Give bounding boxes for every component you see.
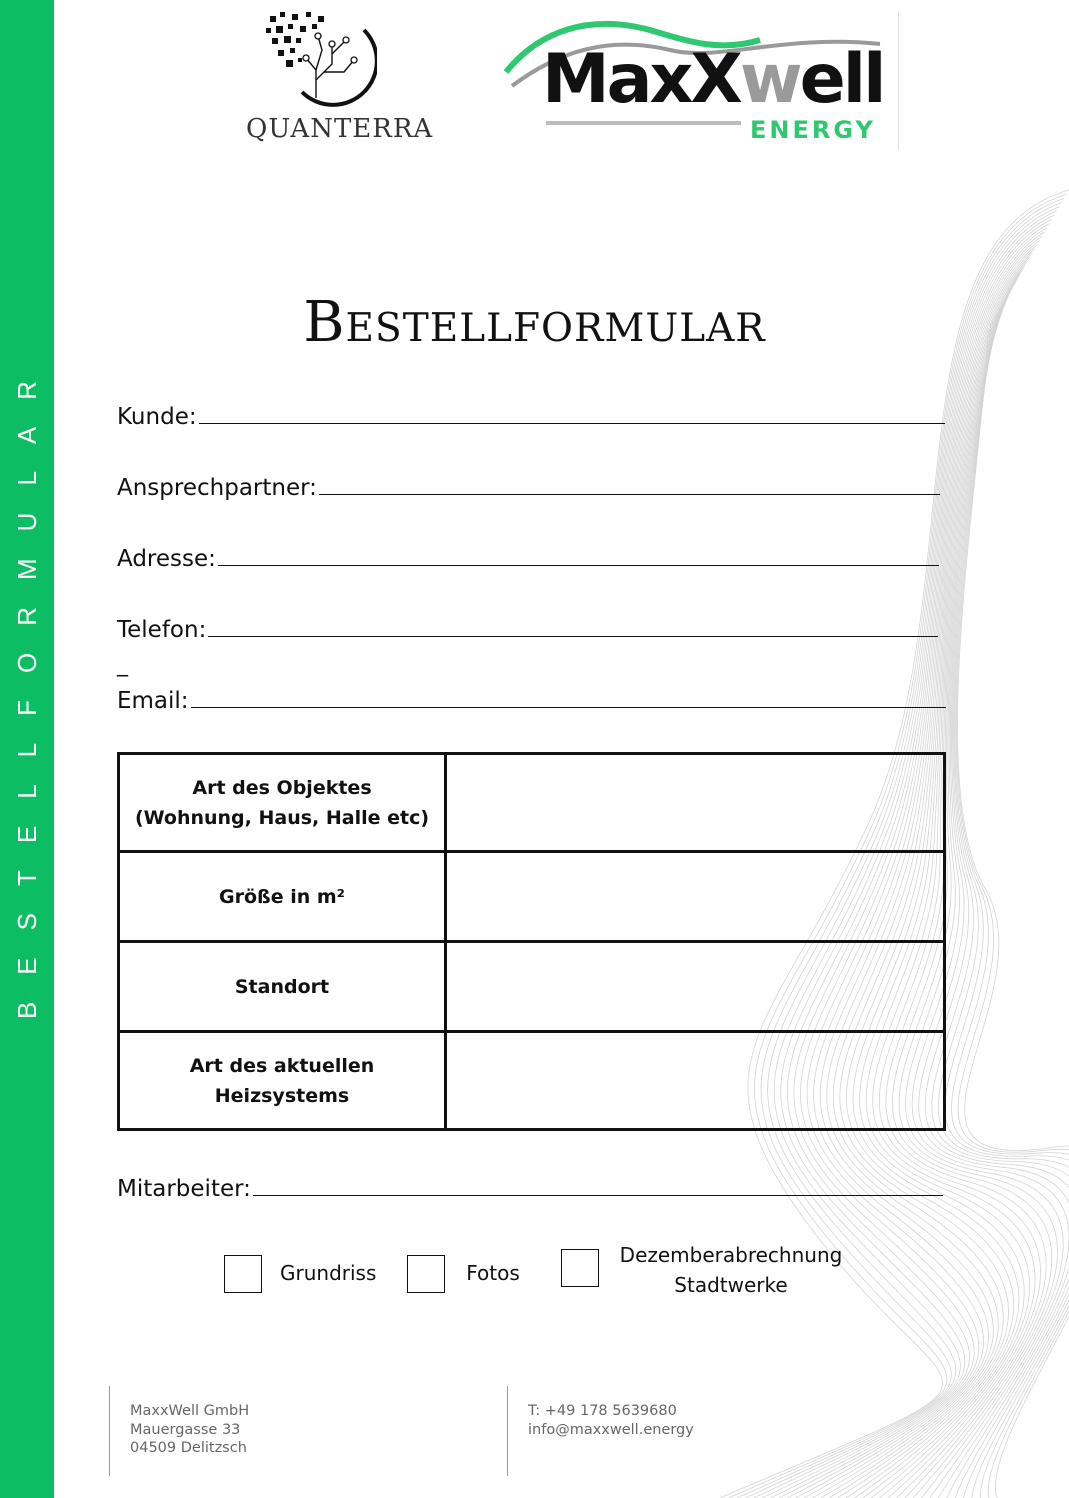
wave-line	[945, 316, 1069, 1498]
wave-line	[957, 329, 1069, 1498]
ansprechpartner-label: Ansprechpartner:	[117, 475, 317, 501]
dezemberabrechnung-checkbox[interactable]	[561, 1249, 599, 1287]
table-row	[119, 852, 945, 942]
telefon-label: Telefon:	[117, 617, 207, 643]
stray-underscore: _	[117, 652, 128, 677]
kunde-label: Kunde:	[117, 404, 197, 430]
table-row	[119, 754, 945, 852]
logo-rule	[546, 121, 741, 125]
objekt-art-value-cell[interactable]	[446, 754, 945, 852]
grundriss-label: Grundriss	[280, 1261, 377, 1285]
page-title: Bestellformular	[303, 290, 766, 355]
object-info-table	[117, 752, 946, 1131]
fotos-label: Fotos	[466, 1261, 520, 1285]
table-label-cell	[119, 754, 446, 852]
wave-line	[925, 303, 1069, 1498]
quanterra-wordmark: QUANTERRA	[246, 114, 434, 144]
mitarbeiter-label: Mitarbeiter:	[117, 1176, 251, 1202]
grundriss-checkbox[interactable]	[224, 1255, 262, 1293]
kunde-line[interactable]	[199, 423, 945, 424]
footer-email[interactable]: info@maxxwell.energy	[528, 1421, 694, 1438]
attachment-checkboxes	[0, 1240, 1069, 1300]
maxxwell-logo	[500, 10, 900, 155]
wave-line	[938, 312, 1069, 1498]
table-label-line: Heizsystems	[214, 1084, 350, 1107]
vertical-title: BESTELLFORMULAR	[12, 353, 42, 1020]
table-row	[119, 1032, 945, 1130]
table-label-cell	[119, 942, 446, 1032]
circuit-tree-icon	[262, 10, 377, 110]
table-label-line: Art des aktuellen	[189, 1054, 375, 1077]
table-label-line: Größe in m²	[219, 885, 345, 908]
table-row	[119, 942, 945, 1032]
footer-divider	[109, 1386, 110, 1476]
mitarbeiter-line[interactable]	[253, 1195, 943, 1196]
email-line[interactable]	[191, 707, 946, 708]
kunde-field[interactable]	[117, 396, 945, 430]
footer-street: Mauergasse 33	[130, 1421, 241, 1438]
email-label: Email:	[117, 688, 189, 714]
footer-city: 04509 Delitzsch	[130, 1440, 247, 1456]
table-label-cell	[119, 1032, 446, 1130]
footer-divider	[507, 1386, 508, 1476]
footer-address	[130, 1402, 249, 1458]
ansprechpartner-line[interactable]	[319, 494, 940, 495]
quanterra-logo	[240, 10, 434, 155]
footer-company: MaxxWell GmbH	[130, 1403, 250, 1419]
maxxwell-wordmark: MaxXwell	[542, 40, 884, 119]
table-label-line: Standort	[234, 975, 330, 998]
table-label-line: (Wohnung, Haus, Halle etc)	[134, 806, 430, 829]
ansprechpartner-field[interactable]	[117, 467, 940, 501]
mitarbeiter-field[interactable]	[117, 1168, 943, 1202]
standort-value-cell[interactable]	[446, 942, 945, 1032]
groesse-value-cell[interactable]	[446, 852, 945, 942]
footer-phone: T: +49 178 5639680	[528, 1403, 677, 1419]
adresse-line[interactable]	[218, 565, 939, 566]
table-label-line: Art des Objektes	[192, 776, 372, 799]
wave-line	[951, 320, 1069, 1498]
telefon-field[interactable]	[117, 609, 938, 643]
heizsystem-value-cell[interactable]	[446, 1032, 945, 1130]
logo-divider	[898, 12, 899, 150]
table-label-cell	[119, 852, 446, 942]
fotos-checkbox[interactable]	[407, 1255, 445, 1293]
adresse-field[interactable]	[117, 538, 939, 572]
wave-line	[957, 324, 1069, 1498]
telefon-line[interactable]	[208, 636, 938, 637]
energy-wordmark: ENERGY	[750, 116, 876, 144]
dezemberabrechnung-label: Dezemberabrechnung Stadtwerke	[619, 1243, 843, 1297]
wave-line	[932, 308, 1069, 1498]
adresse-label: Adresse:	[117, 546, 216, 572]
footer-contact	[528, 1402, 694, 1439]
email-field[interactable]	[117, 680, 946, 714]
